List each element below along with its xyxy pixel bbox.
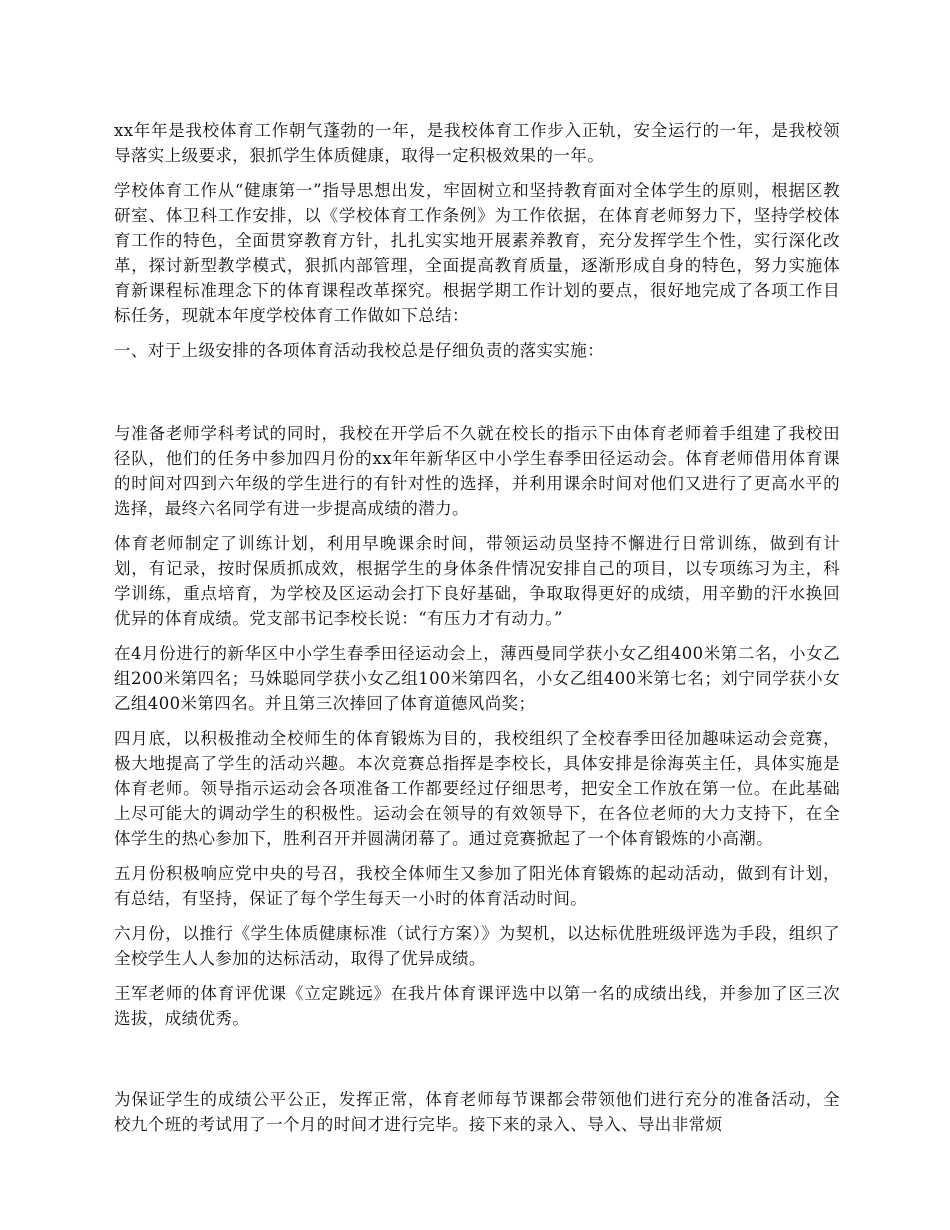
paragraph-training-plan: 体育老师制定了训练计划，利用早晚课余时间，带领运动员坚持不懈进行日常训练，做到有计划，有记录，按时保质抓成效，根据学生的身体条件情况安排自己的项目，以专项练习为主，科学训练，重点培育，为学校及区运动会打下良好基础，争取取得更好的成绩，用辛勤的汗水换回优异的体育成绩。党支部书记李校长说：“有压力才有动力。” [114, 534, 840, 628]
paragraph-competition-results: 在4月份进行的新华区中小学生春季田径运动会上，薄西曼同学获小女乙组400米第二名，小女乙组200米第四名；马姝聪同学获小女乙组100米第四名，小女乙组400米第七名；刘宁同学获小女乙组400米第四名。并且第三次捧回了体育道德风尚奖； [114, 644, 840, 713]
paragraph-track-team: 与准备老师学科考试的同时，我校在开学后不久就在校长的指示下由体育老师着手组建了我校田径队，他们的任务中参加四月份的xx年年新华区中小学生春季田径运动会。体育老师借用体育课的时间对四到六年级的学生进行的有针对性的选择，并利用课余时间对他们又进行了更高水平的选择，最终六名同学有进一步提高成绩的潜力。 [114, 424, 840, 518]
paragraph-school-sports-meet: 四月底，以积极推动全校师生的体育锻炼为目的，我校组织了全校春季田径加趣味运动会竞赛，极大地提高了学生的活动兴趣。本次竞赛总指挥是李校长，具体安排是徐海英主任，具体实施是体育老师。领导指示运动会各项准备工作都要经过仔细思考，把安全工作放在第一位。在此基础上尽可能大的调动学生的积极性。运动会在领导的有效领导下，在各位老师的大力支持下，在全体学生的热心参加下，胜利召开并圆满闭幕了。通过竞赛掀起了一个体育锻炼的小高潮。 [114, 729, 840, 848]
paragraph-intro: xx年年是我校体育工作朝气蓬勃的一年，是我校体育工作步入正轨，安全运行的一年，是我校领导落实上级要求，狠抓学生体质健康，取得一定积极效果的一年。 [114, 121, 840, 165]
document-body [114, 118, 840, 1147]
paragraph-sunshine-sports: 五月份积极响应党中央的号召，我校全体师生又参加了阳光体育锻炼的起动活动，做到有计划，有总结，有坚持，保证了每个学生每天一小时的体育活动时间。 [114, 864, 840, 908]
section-heading-one: 一、对于上级安排的各项体育活动我校总是仔细负责的落实实施： [114, 341, 605, 360]
paragraph-fitness-standard: 六月份，以推行《学生体质健康标准（试行方案）》为契机，以达标优胜班级评选为手段，组织了全校学生人人参加的达标活动，取得了优异成绩。 [114, 924, 840, 968]
paragraph-exam-fairness: 为保证学生的成绩公平公正，发挥正常，体育老师每节课都会带领他们进行充分的准备活动，全校九个班的考试用了一个月的时间才进行完毕。接下来的录入、导入、导出非常烦 [114, 1090, 840, 1134]
paragraph-guiding-principle: 学校体育工作从“健康第一”指导思想出发，牢固树立和坚持教育面对全体学生的原则，根据区教研室、体卫科工作安排，以《学校体育工作条例》为工作依据，在体育老师努力下，坚持学校体育工作的特色，全面贯穿教育方针，扎扎实实地开展素养教育，充分发挥学生个性，实行深化改革，探讨新型教学模式，狠抓内部管理，全面提高教育质量，逐渐形成自身的特色，努力实施体育新课程标准理念下的体育课程改革探究。根据学期工作计划的要点，很好地完成了各项工作目标任务，现就本年度学校体育工作做如下总结： [114, 181, 840, 325]
paragraph-model-lesson: 王军老师的体育评优课《立定跳远》在我片体育课评选中以第一名的成绩出线，并参加了区三次选拔，成绩优秀。 [114, 984, 840, 1028]
